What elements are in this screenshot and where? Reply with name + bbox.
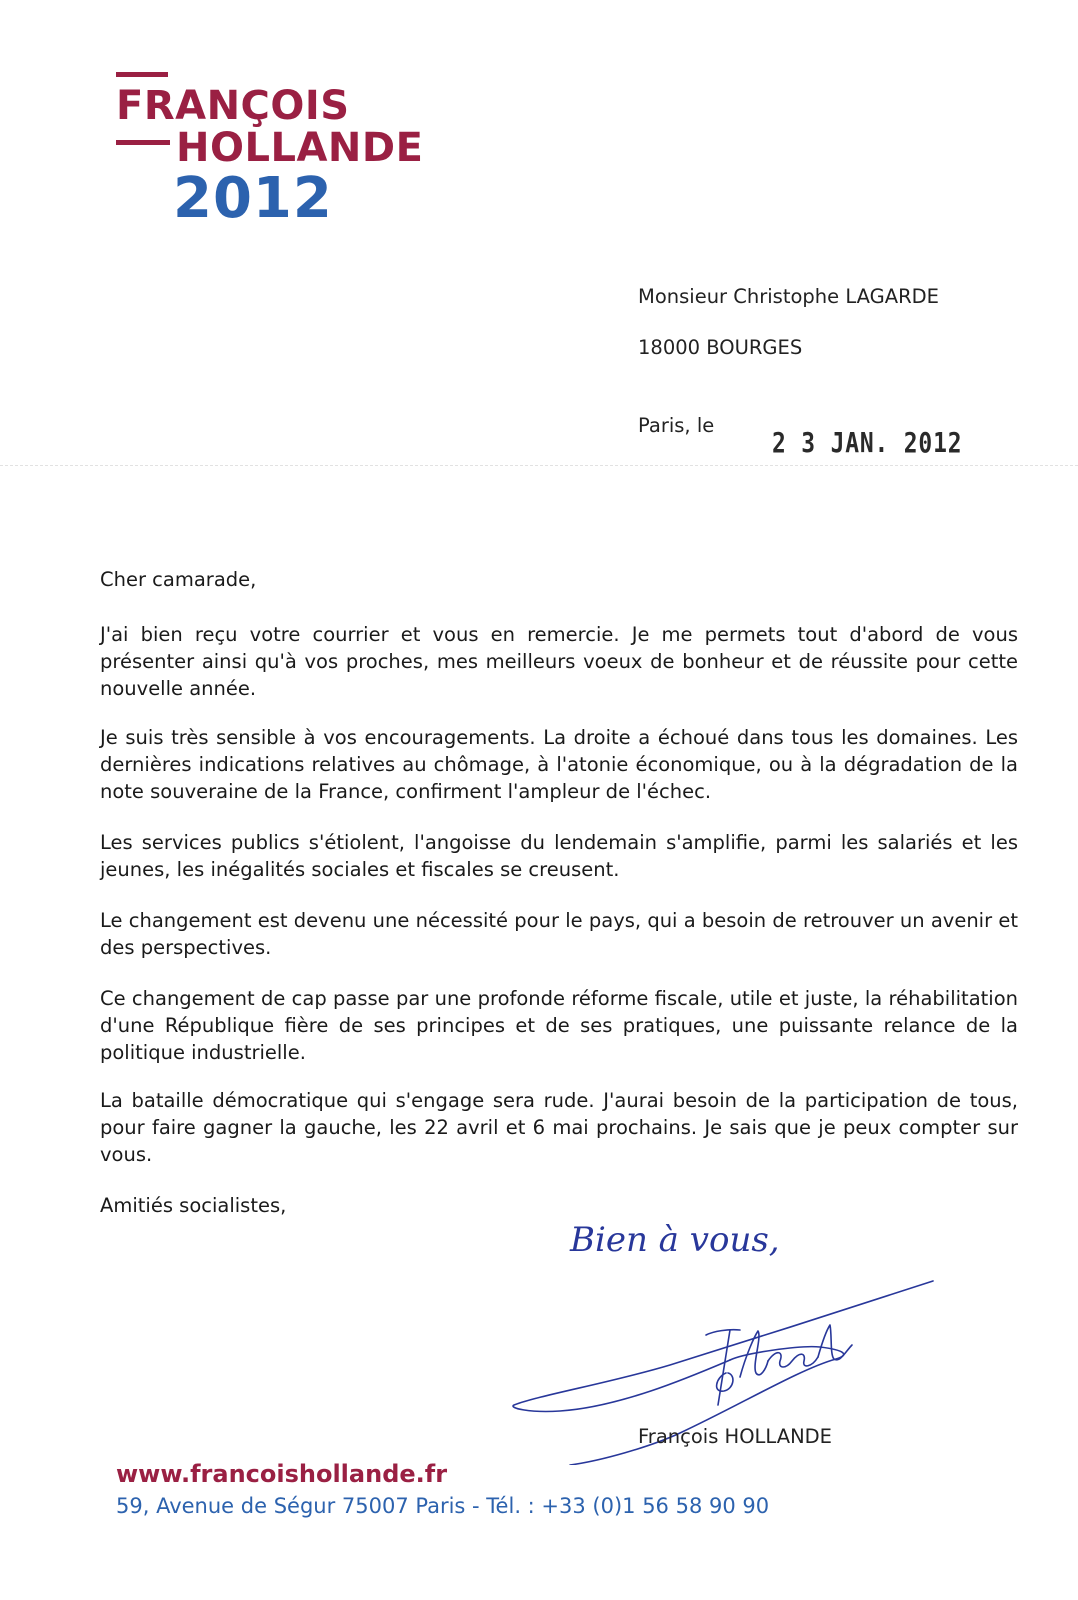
- salutation: Cher camarade,: [100, 568, 257, 591]
- paragraph: J'ai bien reçu votre courrier et vous en remercie. Je me permets tout d'abord de vous présenter ainsi qu'à vos proches, mes meilleurs voeux de bonheur et de réussite pour cette nouvelle année.: [100, 623, 1018, 700]
- paragraph: La bataille démocratique qui s'engage sera rude. J'aurai besoin de la participation de tous, pour faire gagner la gauche, les 22 avril et 6 mai prochains. Je sais que je peux compter sur vous.: [100, 1089, 1018, 1166]
- paragraph: Les services publics s'étiolent, l'angoisse du lendemain s'amplifie, parmi les salariés et les jeunes, les inégalités sociales et fiscales se creusent.: [100, 831, 1018, 881]
- logo-accent-bar: [116, 140, 170, 145]
- fold-line: [0, 465, 1078, 467]
- logo-year: 2012: [173, 166, 333, 231]
- paragraph: Je suis très sensible à vos encouragements. La droite a échoué dans tous les domaines. Les dernières indications relatives au chômage, à l'atonie économique, ou à la dégradation de la note souveraine de la France, confirment l'ampleur de l'échec.: [100, 726, 1018, 803]
- date-place: Paris, le: [638, 414, 715, 437]
- handwritten-note: Bien à vous,: [570, 1220, 780, 1260]
- logo-first-name: FRANÇOIS: [116, 83, 350, 129]
- logo-last-name: HOLLANDE: [176, 125, 424, 171]
- signer-name: François HOLLANDE: [638, 1425, 833, 1448]
- footer-address: 59, Avenue de Ségur 75007 Paris - Tél. : +33 (0)1 56 58 90 90: [116, 1494, 770, 1518]
- recipient-name: Monsieur Christophe LAGARDE: [638, 285, 939, 308]
- footer-website-link[interactable]: www.francoishollande.fr: [116, 1460, 448, 1488]
- paragraph: Le changement est devenu une nécessité pour le pays, qui a besoin de retrouver un avenir et des perspectives.: [100, 909, 1018, 959]
- closing: Amitiés socialistes,: [100, 1194, 287, 1217]
- recipient-city: 18000 BOURGES: [638, 336, 803, 359]
- date-stamp: 2 3 JAN. 2012: [772, 426, 963, 459]
- logo-accent-bar: [116, 72, 168, 77]
- paragraph: Ce changement de cap passe par une profonde réforme fiscale, utile et juste, la réhabilitation d'une République fière de ses principes et de ses pratiques, une puissante relance de la politique industrielle.: [100, 987, 1018, 1064]
